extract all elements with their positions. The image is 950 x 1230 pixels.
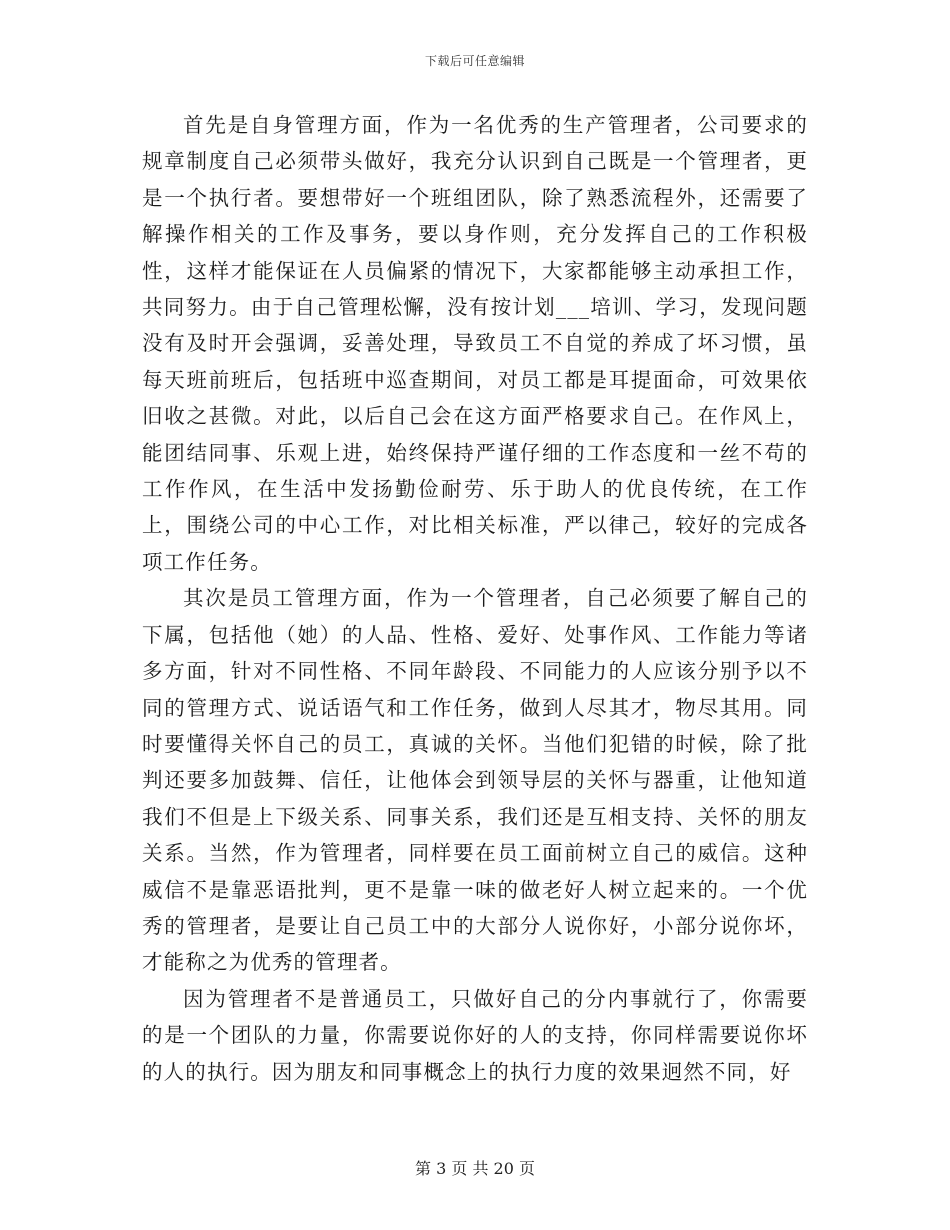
page-number: 第 3 页 共 20 页 [415,1159,535,1178]
paragraph-staff-management: 其次是员工管理方面，作为一个管理者，自己必须要了解自己的下属，包括他（她）的人品、性格、爱好、处事作风、工作能力等诸多方面，针对不同性格、不同年龄段、不同能力的人应该分别予以不同的管理方式、说话语气和工作任务，做到人尽其才，物尽其用。同时要懂得关怀自己的员工，真诚的关怀。当他们犯错的时候，除了批判还要多加鼓舞、信任，让他体会到领导层的关怀与器重，让他知道我们不但是上下级关系、同事关系，我们还是互相支持、关怀的朋友关系。当然，作为管理者，同样要在员工面前树立自己的威信。这种威信不是靠恶语批判，更不是靠一味的做老好人树立起来的。一个优秀的管理者，是要让自己员工中的大部分人说你好，小部分说你坏，才能称之为优秀的管理者。 [142,586,808,975]
document-body [142,107,808,1090]
paragraph-team-strength: 因为管理者不是普通员工，只做好自己的分内事就行了，你需要的是一个团队的力量，你需要说你好的人的支持，你同样需要说你坏的人的执行。因为朋友和同事概念上的执行力度的效果迥然不同，好 [142,986,808,1084]
page-header-note: 下载后可任意编辑 [424,54,525,68]
paragraph-self-management: 首先是自身管理方面，作为一名优秀的生产管理者，公司要求的规章制度自己必须带头做好，我充分认识到自己既是一个管理者，更是一个执行者。要想带好一个班组团队，除了熟悉流程外，还需要了解操作相关的工作及事务，要以身作则，充分发挥自己的工作积极性，这样才能保证在人员偏紧的情况下，大家都能够主动承担工作，共同努力。由于自己管理松懈，没有按计划___培训、学习，发现问题没有及时开会强调，妥善处理，导致员工不自觉的养成了坏习惯，虽每天班前班后，包括班中巡查期间，对员工都是耳提面命，可效果依旧收之甚微。对此，以后自己会在这方面严格要求自己。在作风上，能团结同事、乐观上进，始终保持严谨仔细的工作态度和一丝不苟的工作作风，在生活中发扬勤俭耐劳、乐于助人的优良传统，在工作上，围绕公司的中心工作，对比相关标准，严以律己，较好的完成各项工作任务。 [142,113,808,574]
